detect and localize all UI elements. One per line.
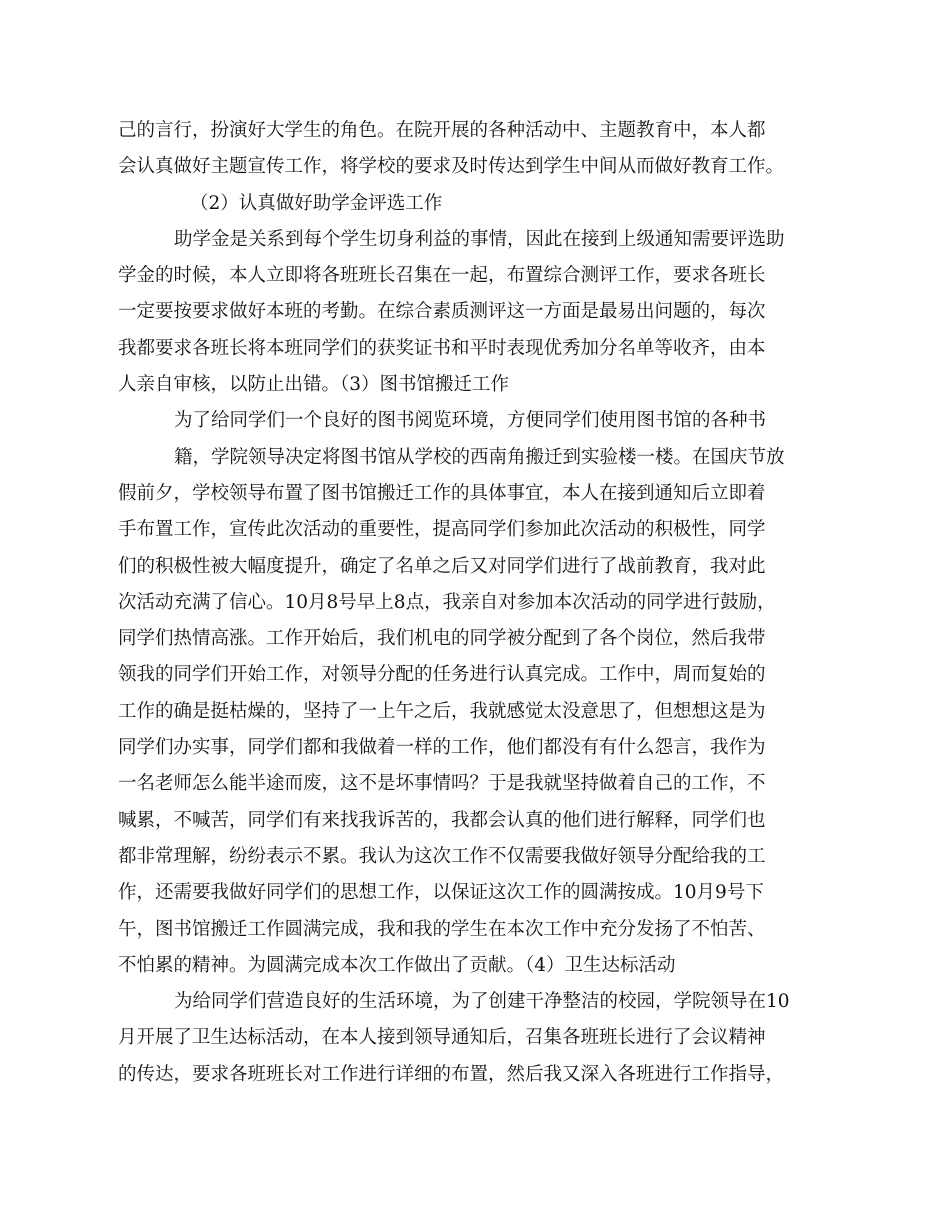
text-line: 助学金是关系到每个学生切身利益的事情，因此在接到上级通知需要评选助 — [174, 228, 785, 250]
text-line: 的传达，要求各班班长对工作进行详细的布置，然后我又深入各班进行工作指导， — [118, 1063, 785, 1085]
text-line: 为了给同学们一个良好的图书阅览环境，方便同学们使用图书馆的各种书 — [174, 410, 767, 432]
text-line: 人亲自审核，以防止出错。（3）图书馆搬迁工作 — [118, 374, 510, 396]
text-line: 不怕累的精神。为圆满完成本次工作做出了贡献。（4）卫生达标活动 — [118, 954, 676, 976]
body-text — [118, 113, 818, 1093]
text-line: 午，图书馆搬迁工作圆满完成，我和我的学生在本次工作中充分发扬了不怕苦、 — [118, 918, 766, 940]
text-line: 学金的时候，本人立即将各班班长召集在一起，布置综合测评工作，要求各班长 — [118, 265, 766, 287]
text-line: 们的积极性被大幅度提升，确定了名单之后又对同学们进行了战前教育，我对此 — [118, 555, 766, 577]
text-line: 月开展了卫生达标活动，在本人接到领导通知后，召集各班班长进行了会议精神 — [118, 1027, 766, 1049]
text-line: 同学们热情高涨。工作开始后，我们机电的同学被分配到了各个岗位，然后我带 — [118, 628, 766, 650]
text-line: 喊累，不喊苦，同学们有来找我诉苦的，我都会认真的他们进行解释，同学们也 — [118, 809, 766, 831]
text-line: 工作的确是挺枯燥的，坚持了一上午之后，我就感觉太没意思了，但想想这是为 — [118, 700, 766, 722]
text-line: （2）认真做好助学金评选工作 — [190, 192, 443, 214]
text-line: 假前夕，学校领导布置了图书馆搬迁工作的具体事宜，本人在接到通知后立即着 — [118, 482, 766, 504]
text-line: 己的言行，扮演好大学生的角色。在院开展的各种活动中、主题教育中，本人都 — [118, 120, 766, 141]
text-line: 领我的同学们开始工作，对领导分配的任务进行认真完成。工作中，周而复始的 — [118, 664, 766, 686]
text-line: 同学们办实事，同学们都和我做着一样的工作，他们都没有有什么怨言，我作为 — [118, 737, 766, 759]
text-line: 我都要求各班长将本班同学们的获奖证书和平时表现优秀加分名单等收齐，由本 — [118, 337, 766, 359]
text-line: 都非常理解，纷纷表示不累。我认为这次工作不仅需要我做好领导分配给我的工 — [118, 845, 766, 867]
text-line: 次活动充满了信心。10月8号早上8点，我亲自对参加本次活动的同学进行鼓励， — [118, 591, 776, 613]
text-line: 为给同学们营造良好的生活环境，为了创建干净整洁的校园，学院领导在10 — [174, 991, 790, 1013]
text-line: 作，还需要我做好同学们的思想工作，以保证这次工作的圆满按成。10月9号下 — [118, 882, 764, 904]
text-line: 手布置工作，宣传此次活动的重要性，提高同学们参加此次活动的积极性，同学 — [118, 519, 766, 541]
text-line: 一定要按要求做好本班的考勤。在综合素质测评这一方面是最易出问题的，每次 — [118, 301, 766, 323]
text-line: 会认真做好主题宣传工作，将学校的要求及时传达到学生中间从而做好教育工作。 — [118, 156, 785, 178]
text-line: 一名老师怎么能半途而废，这不是坏事情吗？于是我就坚持做着自己的工作，不 — [118, 773, 766, 795]
text-line: 籍，学院领导决定将图书馆从学校的西南角搬迁到实验楼一楼。在国庆节放 — [174, 446, 785, 468]
